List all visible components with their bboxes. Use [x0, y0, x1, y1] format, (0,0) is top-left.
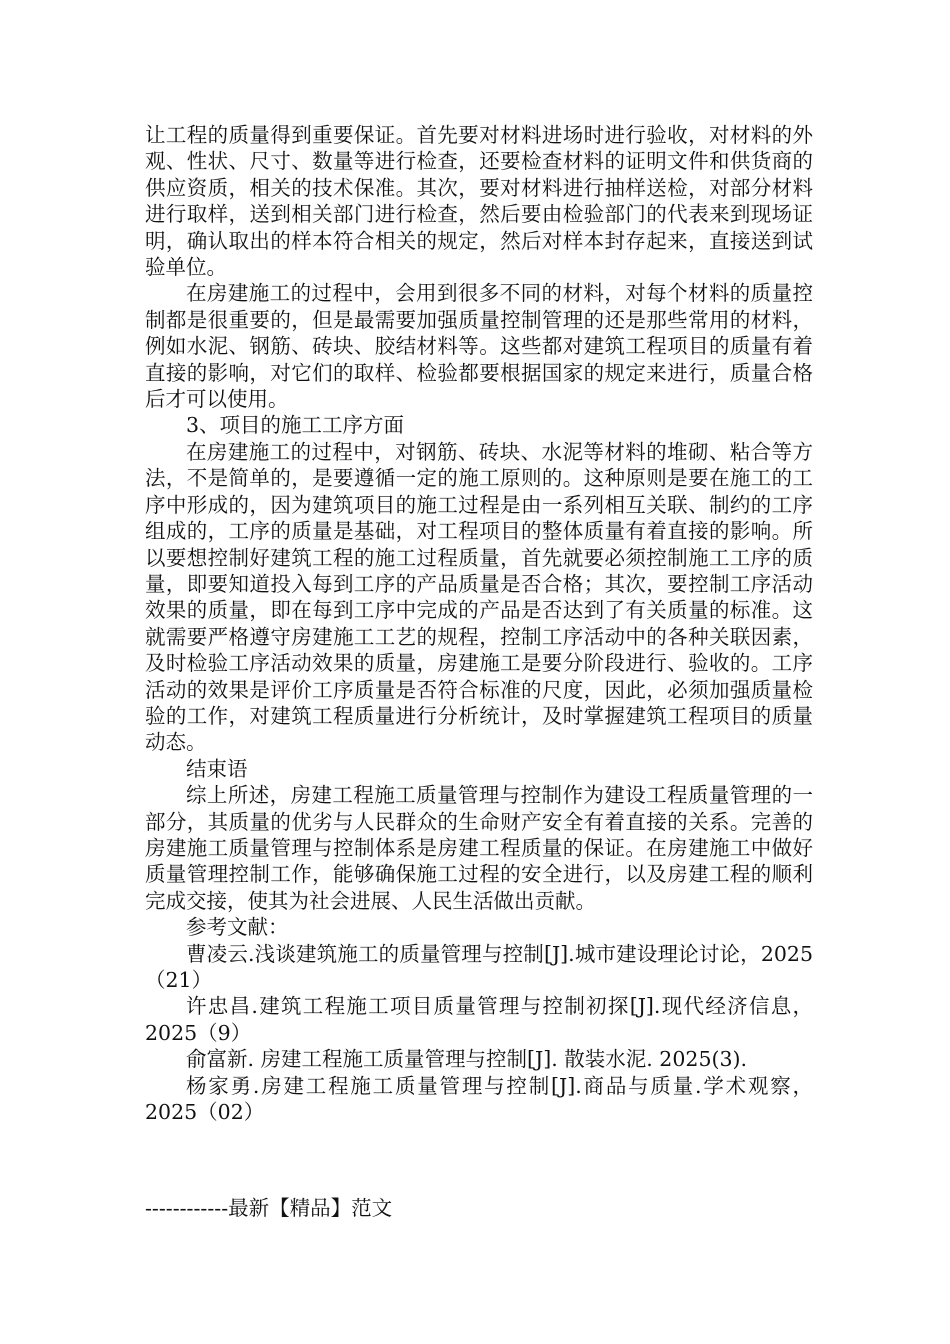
section-heading-conclusion: 结束语 — [186, 756, 248, 781]
reference-item: 俞富新. 房建工程施工质量管理与控制[J]. 散装水泥. 2025(3). — [186, 1047, 748, 1072]
paragraph-material-inspection: 让工程的质量得到重要保证。首先要对材料进场时进行验收，对材料的外观、性状、尺寸、数量等进行检查，还要检查材料的证明文件和供货商的供应资质，相关的技术保准。其次，要对材料进行抽样送检，对部分材料进行取样，送到相关部门进行检查，然后要由检验部门的代表来到现场证明，确认取出的样本符合相关的规定，然后对样本封存起来，直接送到试验单位。 — [145, 123, 813, 280]
references-heading: 参考文献： — [186, 915, 289, 940]
section-heading-construction-process: 3、项目的施工工序方面 — [186, 413, 405, 438]
paragraph-material-quality-control: 在房建施工的过程中，会用到很多不同的材料，对每个材料的质量控制都是很重要的，但是最需要加强质量控制管理的还是那些常用的材料，例如水泥、钢筋、砖块、胶结材料等。这些都对建筑工程项目的质量有着直接的影响，对它们的取样、检验都要根据国家的规定来进行，质量合格后才可以使用。 — [145, 281, 813, 412]
reference-item: 曹凌云.浅谈建筑施工的质量管理与控制[J].城市建设理论讨论，2025（21） — [145, 941, 813, 992]
reference-item: 许忠昌.建筑工程施工项目质量管理与控制初探[J].现代经济信息，2025（9） — [145, 994, 813, 1045]
document-body — [145, 122, 813, 1125]
paragraph-conclusion: 综上所述，房建工程施工质量管理与控制作为建设工程质量管理的一部分，其质量的优劣与人民群众的生命财产安全有着直接的关系。完善的房建施工质量管理与控制体系是房建工程质量的保证。在房建施工中做好质量管理控制工作，能够确保施工过程的安全进行，以及房建工程的顺利完成交接，使其为社会进展、人民生活做出贡献。 — [145, 783, 813, 913]
reference-item: 杨家勇.房建工程施工质量管理与控制[J].商品与质量.学术观察，2025（02） — [145, 1073, 813, 1125]
paragraph-construction-process: 在房建施工的过程中，对钢筋、砖块、水泥等材料的堆砌、粘合等方法，不是简单的，是要遵循一定的施工原则的。这种原则是要在施工的工序中形成的，因为建筑项目的施工过程是由一系列相互关联、制约的工序组成的，工序的质量是基础，对工程项目的整体质量有着直接的影响。所以要想控制好建筑工程的施工过程质量，首先就要必须控制施工工序的质量，即要知道投入每到工序的产品质量是否合格；其次，要控制工序活动效果的质量，即在每到工序中完成的产品是否达到了有关质量的标准。这就需要严格遵守房建施工工艺的规程，控制工序活动中的各种关联因素，及时检验工序活动效果的质量，房建施工是要分阶段进行、验收的。工序活动的效果是评价工序质量是否符合标准的尺度，因此，必须加强质量检验的工作，对建筑工程质量进行分析统计，及时掌握建筑工程项目的质量动态。 — [145, 439, 813, 755]
page-footer: ------------最新【精品】范文 — [145, 1196, 393, 1220]
